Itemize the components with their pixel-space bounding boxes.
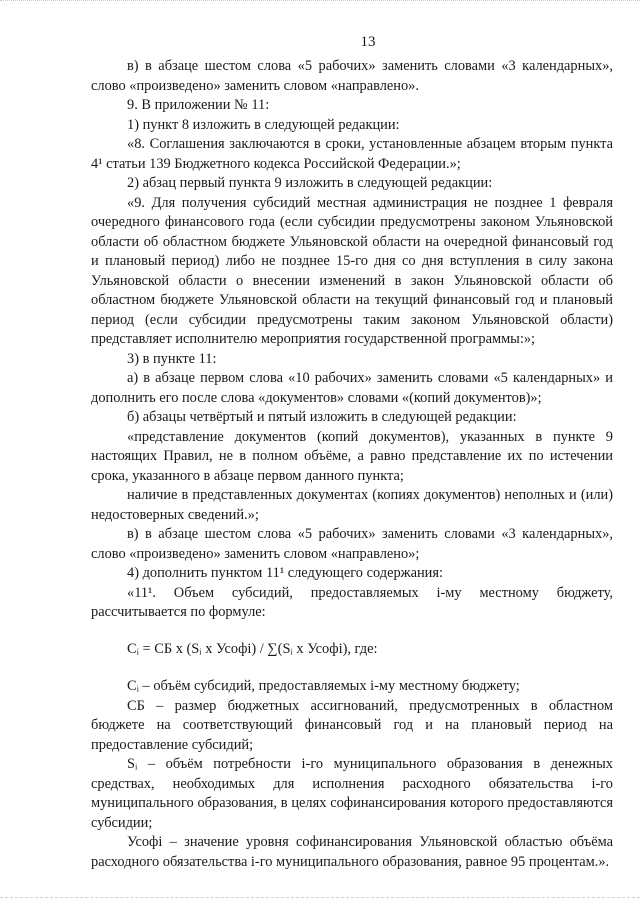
definition-ci: Cᵢ – объём субсидий, предоставляемых i-му местному бюджету; [127,678,520,694]
paragraph-12: в) в абзаце шестом слова «5 рабочих» заменить словами «3 календарных», слово «произведено» заменить словом «направлено»; [91,526,613,562]
paragraph-9: б) абзацы четвёртый и пятый изложить в следующей редакции: [127,409,517,425]
definition-si: Sᵢ – объём потребности i-го муниципального образования в денежных средствах, необходимых для исполнения расходного обязательства i-го муниципального образования, в целях софинансирования которого предоставляются субсидии; [91,756,613,831]
paragraph-14: «11¹. Объем субсидий, предоставляемых i-му местному бюджету, рассчитывается по формуле: [91,584,613,620]
page-number: 13 [360,34,376,50]
paragraph-11: наличие в представленных документах (копиях документов) неполных и (или) недостоверных сведений.»; [91,487,613,523]
paragraph-6: «9. Для получения субсидий местная администрация не позднее 1 февраля очередного финансового года (если субсидии предусмотрены законом Ульяновской области об областном бюджете Ульяновской области на очередной финансовый год и плановый период) либо не позднее 15-го дня со дня вступления в силу закона Ульяновской области о внесении изменений в закон Ульяновской области об областном бюджете Ульяновской области на текущий финансовый год и плановый период (если субсидии предусмотрены таким законом Ульяновской области) представляет исполнителю мероприятия государственной программы:»; [91,194,613,347]
definition-usof: Усофi – значение уровня софинансирования Ульяновской областью объёма расходного обязательства i-го муниципального образования, равное 95 процентам.». [91,834,613,870]
scan-edge-top [0,0,640,3]
paragraph-10: «представление документов (копий документов), указанных в пункте 9 настоящих Правил, не в полном объёме, а равно представление их по истечении срока, указанного в абзаце первом данного пункта; [91,428,613,484]
formula-line: Cᵢ = СБ х (Sᵢ х Усофi) / ∑(Sᵢ х Усофi), где: [127,640,378,657]
paragraph-8: а) в абзаце первом слова «10 рабочих» заменить словами «5 календарных» и дополнить его после слова «документов» словами «(копий документов)»; [91,370,613,406]
paragraph-7: 3) в пункте 11: [127,350,217,367]
paragraph-2: 9. В приложении № 11: [127,97,270,113]
paragraph-3: 1) пункт 8 изложить в следующей редакции: [127,116,400,133]
paragraph-4: «8. Соглашения заключаются в сроки, установленные абзацем вторым пункта 4¹ статьи 139 Бюджетного кодекса Российской Федерации.»; [91,136,613,172]
paragraph-1: в) в абзаце шестом слова «5 рабочих» заменить словами «3 календарных», слово «произведено» заменить словом «направлено». [91,58,613,94]
scan-edge-bottom [0,897,640,899]
definition-sb: СБ – размер бюджетных ассигнований, предусмотренных в областном бюджете на соответствующий финансовый год и на плановый период на предоставление субсидий; [91,697,613,753]
paragraph-13: 4) дополнить пунктом 11¹ следующего содержания: [127,565,443,581]
paragraph-5: 2) абзац первый пункта 9 изложить в следующей редакции: [127,175,493,191]
